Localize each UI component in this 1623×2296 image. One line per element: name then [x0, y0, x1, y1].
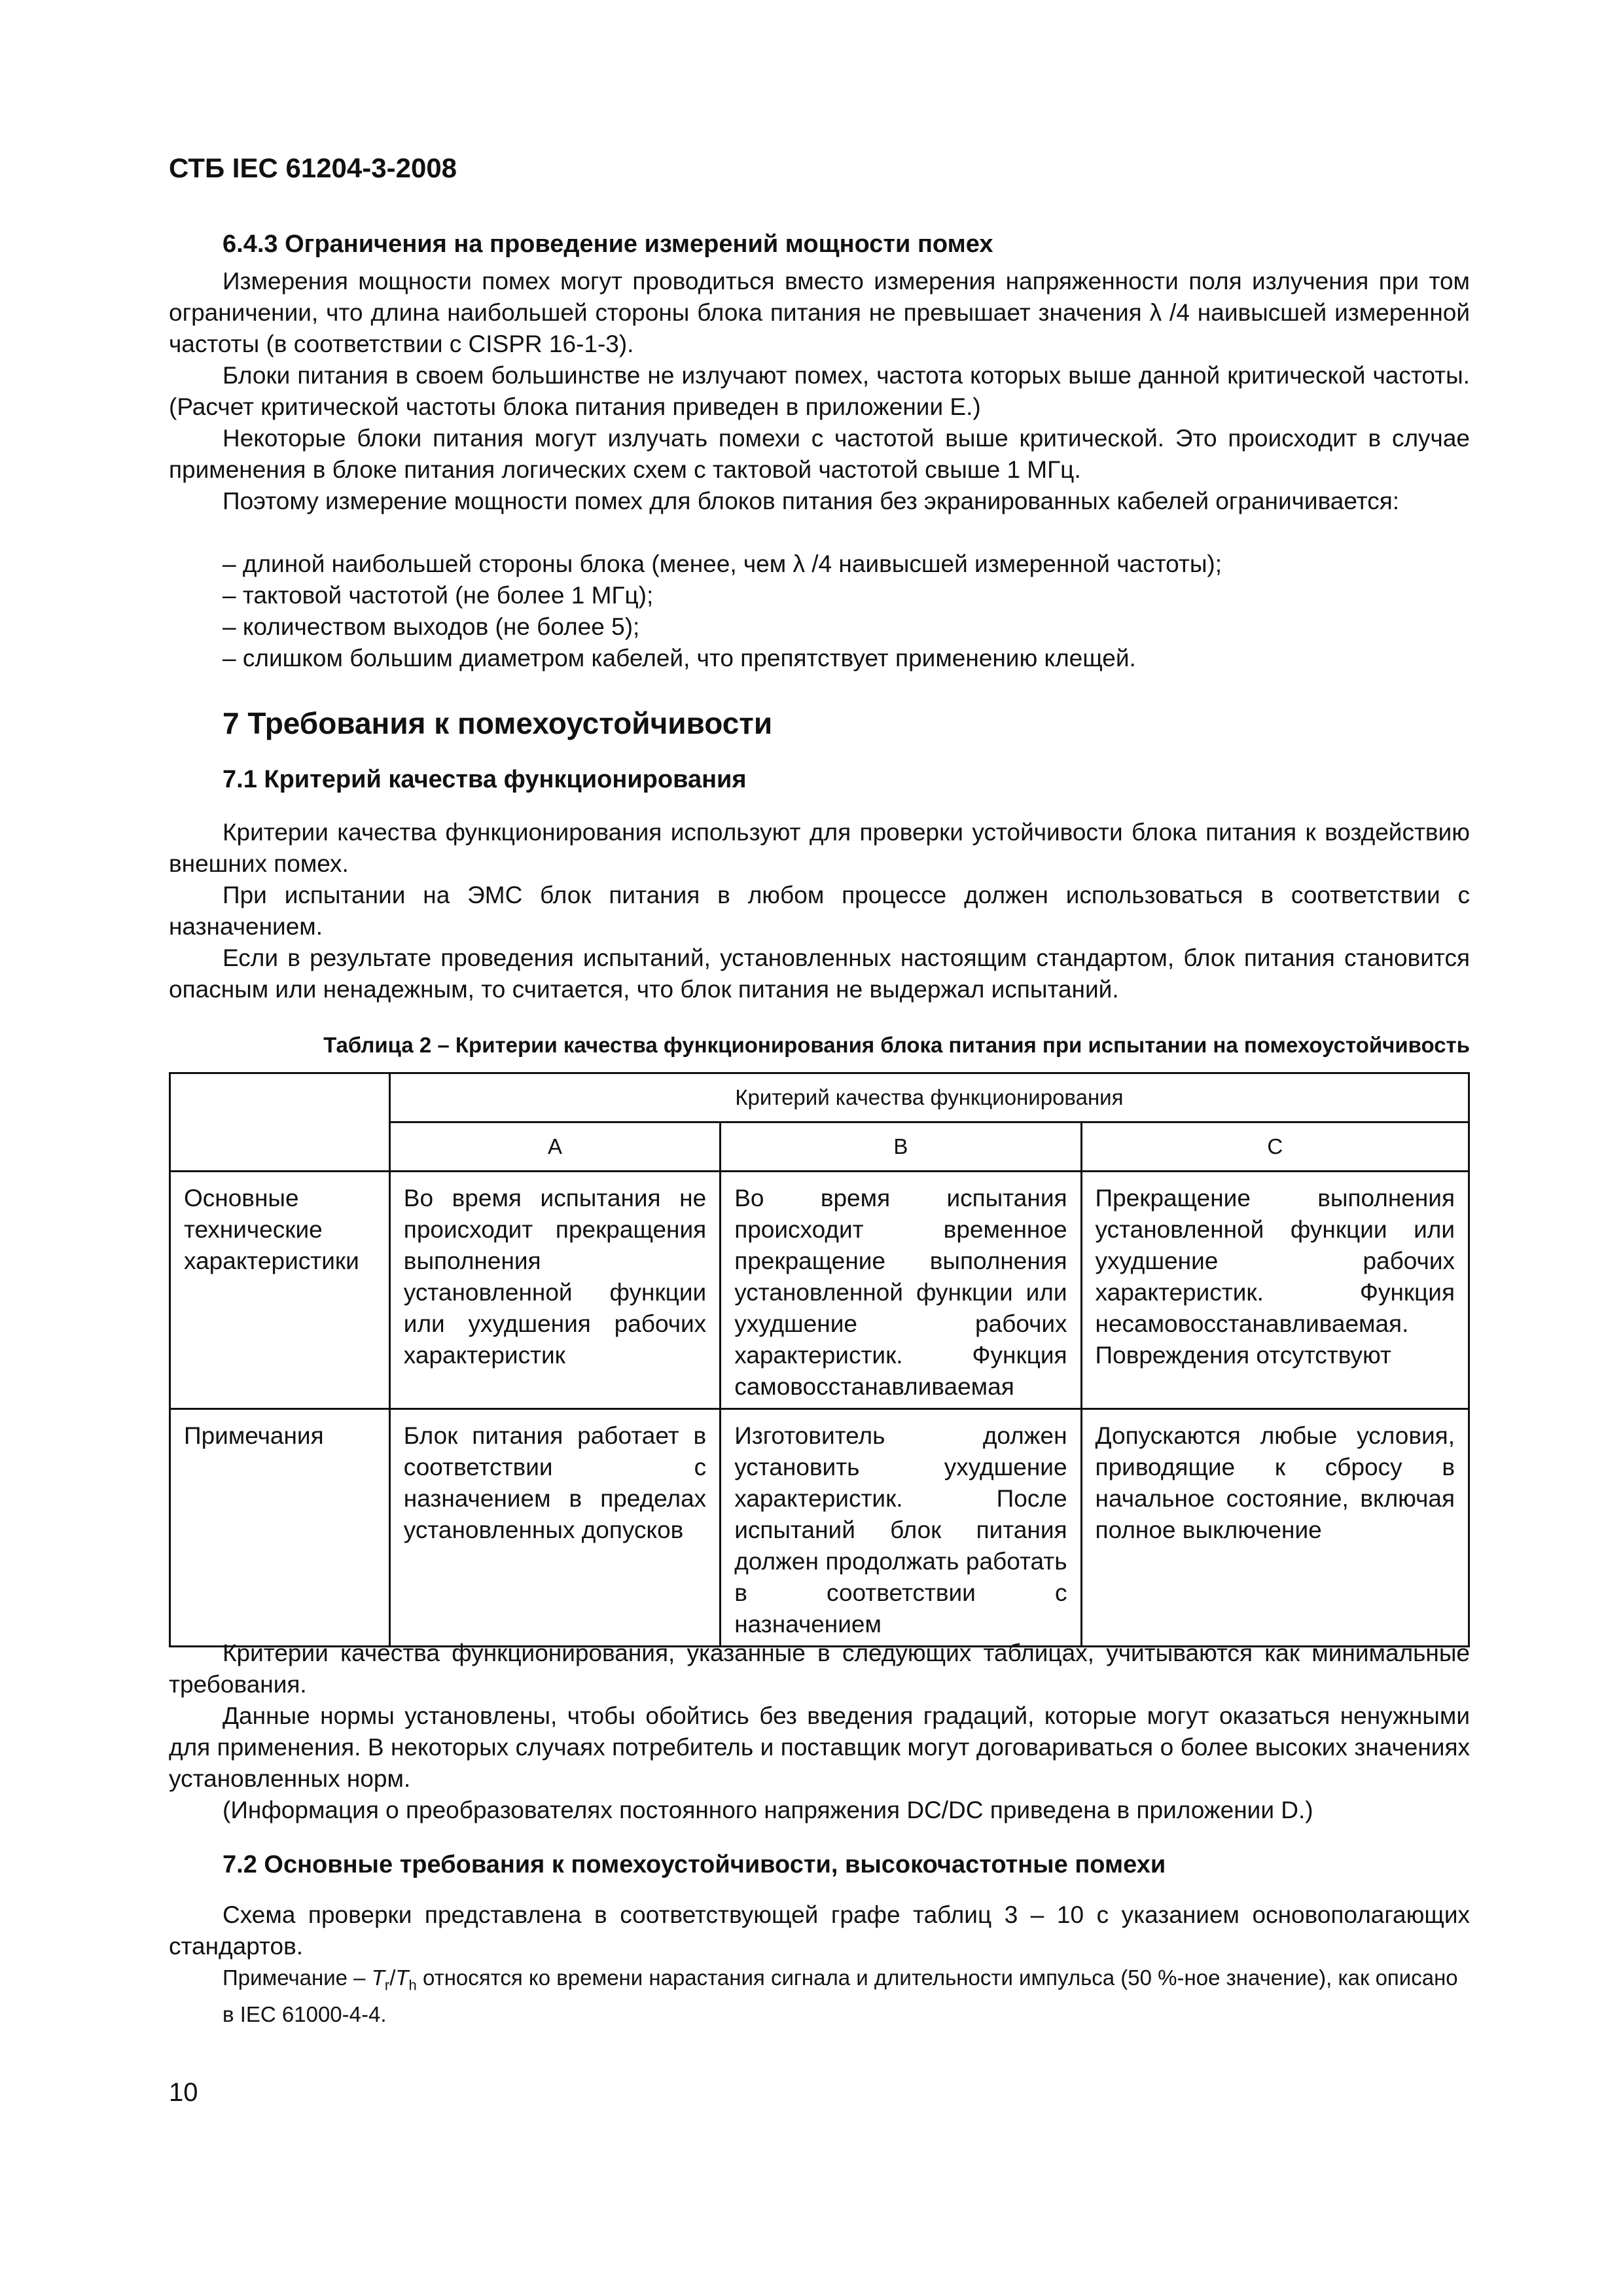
table-cell: Прекращение выполнения установленной функции или ухудшение рабочих характеристик. Функция несамовосстанавливаемая. Повреждения отсутствуют: [1081, 1172, 1469, 1409]
list-item: – тактовой частотой (не более 1 МГц);: [223, 582, 654, 609]
performance-criteria-table: [169, 1072, 1470, 1647]
table-group-header: Критерий качества функционирования: [389, 1073, 1469, 1122]
table-cell: Изготовитель должен установить ухудшение характеристик. После испытаний блок питания должен продолжать работать в соответствии с назначением: [721, 1409, 1081, 1647]
note-slash: /: [389, 1965, 396, 1990]
paragraph: Критерии качества функционирования используют для проверки устойчивости блока питания к воздействию внешних помех.: [169, 819, 1470, 877]
note-prefix: Примечание –: [223, 1965, 372, 1990]
table-cell: Допускаются любые условия, приводящие к сбросу в начальное состояние, включая полное выключение: [1081, 1409, 1469, 1647]
column-header-b: B: [721, 1122, 1081, 1172]
row-label: Основные технические характеристики: [170, 1172, 390, 1409]
paragraph: Некоторые блоки питания могут излучать помехи с частотой выше критической. Это происходит в случае применения в блоке питания логических схем с тактовой частотой свыше 1 МГц.: [169, 425, 1470, 483]
table-row: [170, 1172, 1469, 1409]
list-item: – слишком большим диаметром кабелей, что препятствует применению клещей.: [223, 645, 1136, 672]
paragraph: (Информация о преобразователях постоянного напряжения DC/DC приведена в приложении D.): [223, 1797, 1313, 1823]
paragraph: Критерии качества функционирования, указанные в следующих таблицах, учитываются как минимальные требования.: [169, 1640, 1470, 1698]
table-cell: Блок питания работает в соответствии с назначением в пределах установленных допусков: [389, 1409, 720, 1647]
page-number: 10: [169, 2078, 198, 2107]
table-caption: Таблица 2 – Критерии качества функционирования блока питания при испытании на помехоустойчивость: [323, 1033, 1470, 1057]
section-6-4-3-heading: 6.4.3 Ограничения на проведение измерений мощности помех: [223, 230, 993, 258]
note-symbol-t: T: [371, 1965, 385, 1990]
table-row: [170, 1409, 1469, 1647]
note: [223, 1964, 1470, 2029]
section-7-2-heading: 7.2 Основные требования к помехоустойчивости, высокочастотные помехи: [223, 1851, 1166, 1878]
table-cell: Во время испытания происходит временное прекращение выполнения установленной функции или ухудшение рабочих характеристик. Функция самовосстанавливаемая: [721, 1172, 1081, 1409]
section-7-1-heading: 7.1 Критерий качества функционирования: [223, 766, 747, 793]
paragraph: При испытании на ЭМС блок питания в любом процессе должен использоваться в соответствии с назначением.: [169, 882, 1470, 940]
paragraph: Измерения мощности помех могут проводиться вместо измерения напряженности поля излучения при том ограничении, что длина наибольшей стороны блока питания не превышает значения λ /4 наивысшей измеренной частоты (в соответствии с CISPR 16-1-3).: [169, 268, 1470, 357]
section-7-heading: 7 Требования к помехоустойчивости: [223, 706, 773, 740]
row-label: Примечания: [170, 1409, 390, 1647]
paragraph: Блоки питания в своем большинстве не излучают помех, частота которых выше данной критической частоты. (Расчет критической частоты блока питания приведен в приложении E.): [169, 362, 1470, 420]
paragraph: Данные нормы установлены, чтобы обойтись без введения градаций, которые могут оказаться ненужными для применения. В некоторых случаях потребитель и поставщик могут договариваться о более высоких значениях установленных норм.: [169, 1702, 1470, 1792]
column-header-a: A: [389, 1122, 720, 1172]
table-cell: Во время испытания не происходит прекращения выполнения установленной функции или ухудшения рабочих характеристик: [389, 1172, 720, 1409]
note-subscript: h: [408, 1977, 417, 1994]
list-item: – длиной наибольшей стороны блока (менее, чем λ /4 наивысшей измеренной частоты);: [223, 550, 1222, 577]
document-id: СТБ IEC 61204-3-2008: [169, 152, 457, 183]
note-symbol-t: T: [395, 1965, 409, 1990]
table-corner-cell: [170, 1073, 390, 1172]
column-header-c: C: [1081, 1122, 1469, 1172]
paragraph: Схема проверки представлена в соответствующей графе таблиц 3 – 10 с указанием основополагающих стандартов.: [169, 1901, 1470, 1960]
note-text: относятся ко времени нарастания сигнала и длительности импульса (50 %-ное значение), как описано в IEC 61000-4-4.: [223, 1965, 1458, 2026]
list-item: – количеством выходов (не более 5);: [223, 613, 640, 640]
paragraph: Поэтому измерение мощности помех для блоков питания без экранированных кабелей ограничивается:: [223, 488, 1400, 514]
paragraph: Если в результате проведения испытаний, установленных настоящим стандартом, блок питания становится опасным или ненадежным, то считается, что блок питания не выдержал испытаний.: [169, 944, 1470, 1003]
note-subscript: r: [384, 1977, 390, 1994]
table-header-row: [170, 1073, 1469, 1122]
